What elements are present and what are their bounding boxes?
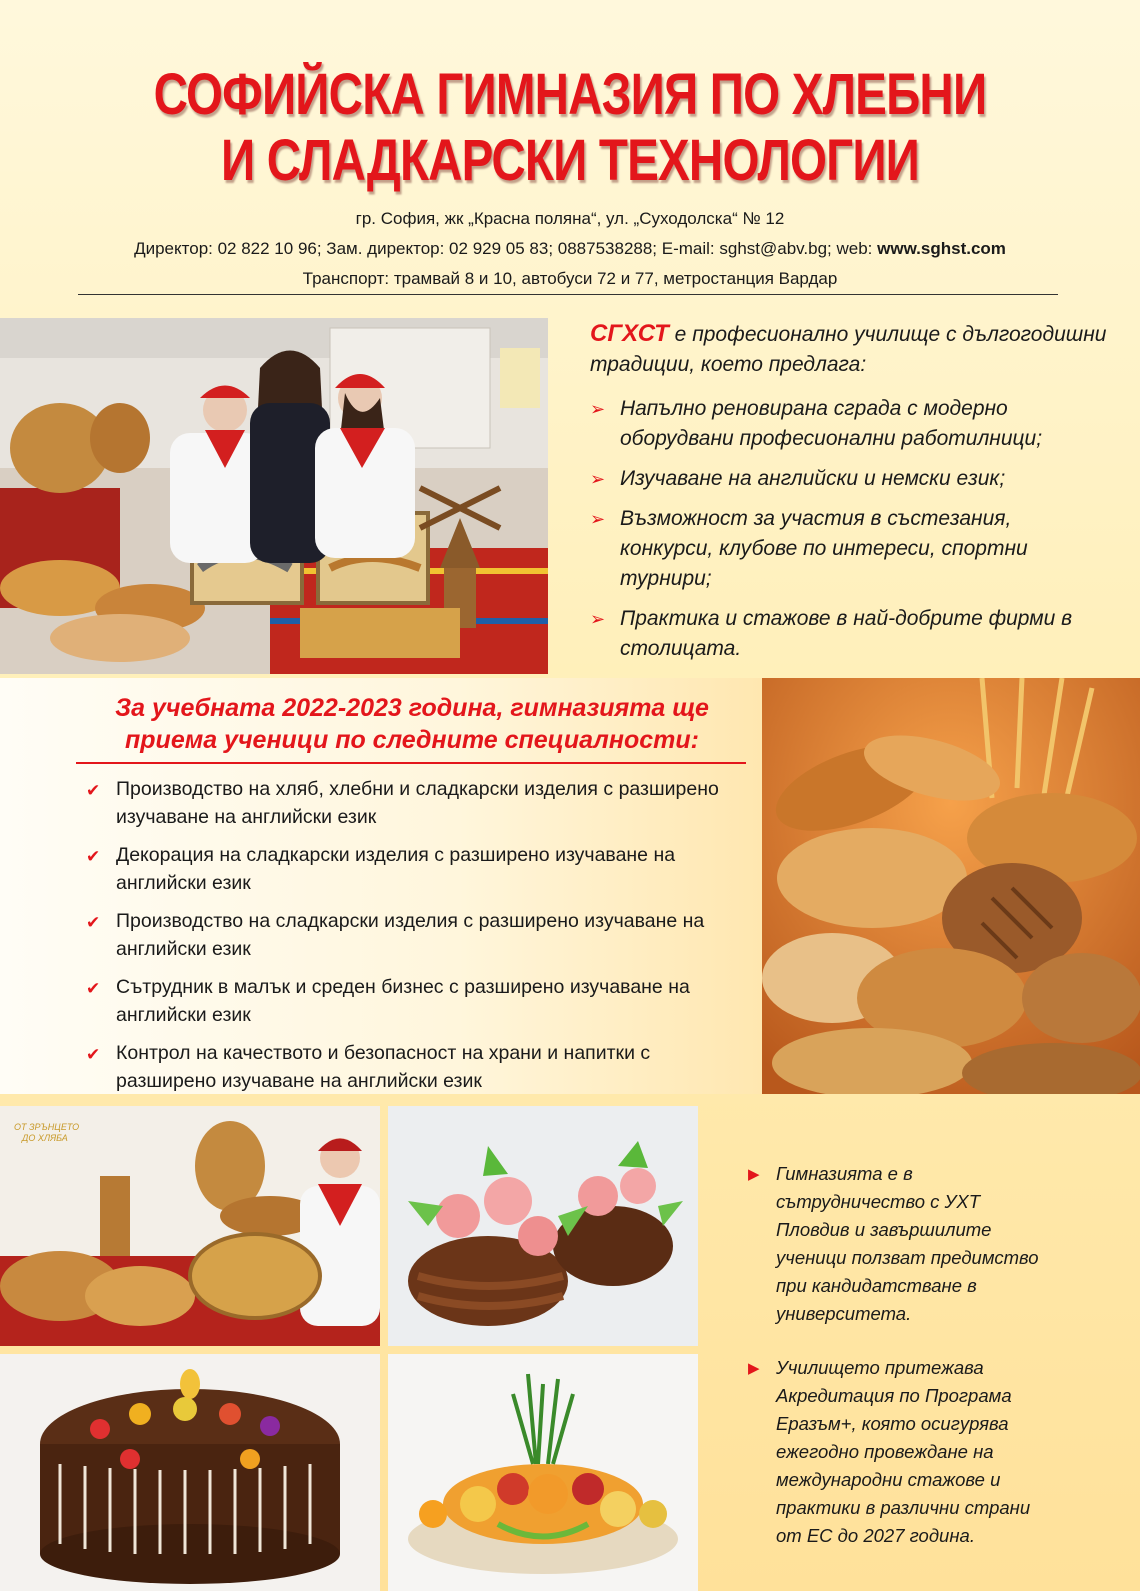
arrow-bullet-icon: ➢ <box>590 509 606 529</box>
arrow-bullet-icon: ➢ <box>590 469 606 489</box>
check-icon: ✔ <box>86 979 101 998</box>
triangle-bullet-icon: ▶ <box>748 1360 760 1377</box>
list-item: ▶ Училището притежава Акредитация по Програма Еразъм+, която осигурява ежегодно провеждане на международни стажове и практики в различни страни от ЕС до 2027 година. <box>748 1357 1031 1546</box>
list-item: ✔ Производство на хляб, хлебни и сладкарски изделия с разширено изучаване на английски език <box>86 778 719 828</box>
check-icon: ✔ <box>86 913 101 932</box>
list-item: ➢ Практика и стажове в най-добрите фирми в столицата. <box>590 604 1110 664</box>
list-item: ➢ Възможност за участия в състезания, конкурси, клубове по интереси, спортни турнири; <box>590 504 1110 594</box>
check-icon: ✔ <box>86 847 101 866</box>
list-item: ▶ Гимназията е в сътрудничество с УХТ Пловдив и завършилите ученици ползват предимство при кандидатстване в университета. <box>748 1163 1039 1324</box>
contacts-line <box>80 239 1060 259</box>
specialties-heading: За учебната 2022-2023 година, гимназията ще приема ученици по следните специалности: <box>115 694 709 754</box>
photo-badge-line1: ОТ ЗРЪНЦЕТО <box>14 1122 80 1132</box>
photo-badge-line2: ДО ХЛЯБА <box>22 1133 68 1143</box>
arrow-bullet-icon: ➢ <box>590 609 606 629</box>
contacts-text: Директор: 02 822 10 96; Зам. директор: 02 929 05 83; 0887538288; E-mail: sghst@abv.bg; web: <box>134 239 878 258</box>
intro-lead-text: е професионално училище с дългогодишни традиции, което предлага: <box>590 323 1107 376</box>
check-icon: ✔ <box>86 781 101 800</box>
header-divider <box>78 294 1058 295</box>
exhibition-stand-photo <box>0 318 548 674</box>
rose-basket-cake-photo <box>388 1106 698 1346</box>
page-title <box>103 62 1038 194</box>
list-item: ✔ Сътрудник в малък и среден бизнес с разширено изучаване на английски език <box>86 976 690 1026</box>
list-item: ➢ Напълно реновирана сграда с модерно оборудвани професионални работилници; <box>590 394 1110 454</box>
intro-lead <box>590 319 1110 380</box>
intro-block <box>590 319 1110 674</box>
title-line-2: И СЛАДКАРСКИ ТЕХНОЛОГИИ <box>220 128 920 193</box>
list-item: ✔ Контрол на качеството и безопасност на храни и напитки с разширено изучаване на английски език <box>86 1042 651 1092</box>
specialties-list <box>86 775 746 1105</box>
bread-assortment-photo <box>762 678 1140 1094</box>
address-line: гр. София, жк „Красна поляна“, ул. „Суходолска“ № 12 <box>355 209 785 228</box>
student-bread-photo <box>0 1106 380 1346</box>
transport-line: Транспорт: трамвай 8 и 10, автобуси 72 и 77, метростанция Вардар <box>302 269 838 288</box>
chocolate-cake-photo <box>0 1354 380 1591</box>
arrow-bullet-icon: ➢ <box>590 399 606 419</box>
check-icon: ✔ <box>86 1045 101 1064</box>
list-item: ✔ Декорация на сладкарски изделия с разширено изучаване на английски език <box>86 844 676 894</box>
website-link[interactable]: www.sghst.com <box>877 239 1006 258</box>
triangle-bullet-icon: ▶ <box>748 1166 760 1183</box>
intro-brand: СГХСТ <box>590 320 669 347</box>
specialties-divider <box>76 762 746 764</box>
title-line-1: СОФИЙСКА ГИМНАЗИЯ ПО ХЛЕБНИ <box>153 62 987 127</box>
fruit-carving-photo <box>388 1354 698 1591</box>
notes-list <box>748 1160 1048 1576</box>
intro-list <box>590 394 1110 664</box>
list-item: ➢ Изучаване на английски и немски език; <box>590 464 1110 494</box>
list-item: ✔ Производство на сладкарски изделия с разширено изучаване на английски език <box>86 910 705 960</box>
